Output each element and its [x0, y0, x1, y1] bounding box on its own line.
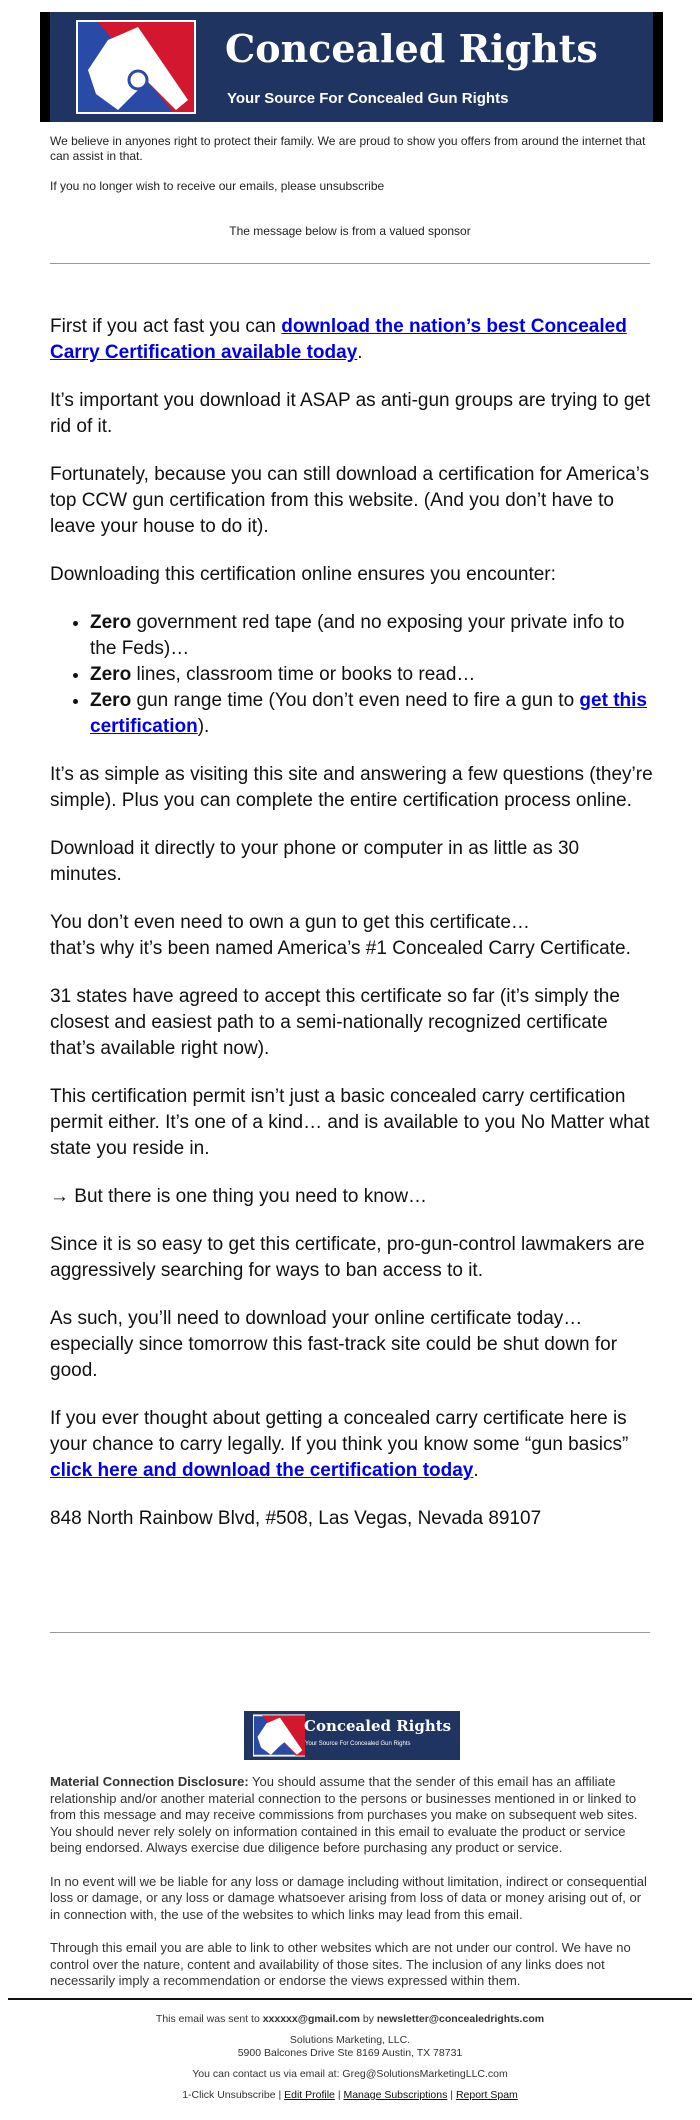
sender-email: newsletter@concealedrights.com — [376, 2012, 545, 2025]
text: ). — [197, 716, 210, 737]
text: that’s why it’s been named America’s #1 Concealed Carry Certificate. — [50, 938, 631, 959]
paragraph: → But there is one thing you need to know… — [50, 1186, 428, 1207]
list-item — [90, 688, 655, 740]
gun-logo-icon — [253, 1713, 305, 1758]
footer-logo-subtitle: Your Source For Concealed Gun Rights — [305, 1741, 411, 1747]
download-certification-link[interactable]: click here and download the certification today — [50, 1460, 474, 1481]
bold-text: Zero — [90, 664, 132, 685]
paragraph: It’s important you download it ASAP as anti-gun groups are trying to get rid of it. — [50, 390, 651, 437]
one-click-unsubscribe-link[interactable]: 1-Click Unsubscribe — [182, 2088, 276, 2101]
intro-text: We believe in anyones right to protect their family. We are proud to show you offers from around the internet that can assist in that. — [50, 134, 646, 163]
header-banner[interactable] — [40, 12, 663, 122]
paragraph — [50, 314, 655, 366]
disclosure-paragraph: Through this email you are able to link to other websites which are not under our control. We have no control over the nature, content and availability of those sites. The inclusion of any links does not necessarily imply a recommendation or endorse the views expressed within them. — [50, 1940, 631, 1988]
disclosure-paragraph — [50, 1774, 650, 1857]
text: lines, classroom time or books to read… — [131, 664, 476, 685]
report-spam-link[interactable]: Report Spam — [455, 2088, 518, 2101]
paragraph: As such, you’ll need to download your online certificate today… especially since tomorrow this fast-track site could be shut down for good. — [50, 1308, 618, 1381]
company-name: Solutions Marketing, LLC. — [289, 2033, 411, 2046]
text: . — [473, 1460, 479, 1481]
intro — [50, 134, 650, 239]
unsubscribe-link[interactable]: unsubscribe — [319, 179, 385, 193]
separator: | — [447, 2088, 456, 2101]
gun-logo-icon — [76, 20, 196, 114]
unsubscribe-line — [50, 179, 650, 194]
bold-text: Zero — [90, 612, 132, 633]
download-link[interactable]: download the nation’s best Concealed Carry Certification available today — [50, 316, 627, 363]
text: You should assume that the sender of this email has an affiliate relationship and/or another material connection to the persons or businesses mentioned in or linked to from this message and may receive commissions from purchases you make on subsequent web sites. You should never rely solely on information contained in this email to evaluate the product or service being endorsed. Always exercise due diligence before purchasing any product or service. — [50, 1774, 638, 1855]
footer-logo-title: Concealed Rights — [304, 1717, 452, 1735]
bold-text: Zero — [90, 690, 132, 711]
footer-divider — [8, 1998, 692, 2000]
footer-logo — [244, 1711, 460, 1760]
divider — [50, 263, 650, 264]
paragraph: This certification permit isn’t just a basic concealed carry certification permit either. It’s one of a kind… and is available to you No Matter what state you reside in. — [50, 1086, 650, 1159]
disclosure-label: Material Connection Disclosure: — [50, 1774, 249, 1789]
company-info — [0, 2034, 700, 2060]
text: government red tape (and no exposing your private info to the Feds)… — [90, 612, 625, 659]
recipient-email: xxxxxx@gmail.com — [262, 2012, 360, 2025]
footer — [0, 2013, 700, 2120]
benefits-list — [50, 610, 655, 740]
paragraph — [50, 910, 655, 962]
list-item — [90, 662, 655, 688]
text: gun range time (You don’t even need to fire a gun to — [131, 690, 580, 711]
separator: | — [334, 2088, 344, 2101]
text: . — [357, 342, 363, 363]
text: by — [359, 2012, 377, 2025]
paragraph: It’s as simple as visiting this site and answering a few questions (they’re simple). Plus you can complete the entire certification process online. — [50, 764, 653, 811]
separator: | — [275, 2088, 285, 2101]
company-address: 5900 Balcones Drive Ste 8169 Austin, TX 78731 — [237, 2046, 463, 2059]
text: First if you act fast you can — [50, 316, 282, 337]
edit-profile-link[interactable]: Edit Profile — [284, 2088, 335, 2101]
paragraph: Fortunately, because you can still download a certification for America’s top CCW gun certification from this website. (And you don’t have to leave your house to do it). — [50, 464, 650, 537]
banner-subtitle: Your Source For Concealed Gun Rights — [227, 90, 509, 107]
text: You don’t even need to own a gun to get this certificate… — [50, 912, 530, 933]
footer-links — [0, 2089, 700, 2102]
paragraph: 31 states have agreed to accept this certificate so far (it’s simply the closest and easiest path to a semi-nationally recognized certificate that’s available right now). — [50, 986, 620, 1059]
manage-subscriptions-link[interactable]: Manage Subscriptions — [343, 2088, 448, 2101]
unsubscribe-prefix: If you no longer wish to receive our emails, please — [50, 179, 317, 193]
contact-line: You can contact us via email at: Greg@SolutionsMarketingLLC.com — [192, 2067, 508, 2080]
banner-title: Concealed Rights — [225, 26, 598, 71]
get-certification-link[interactable]: get this certification — [90, 690, 647, 737]
paragraph: Since it is so easy to get this certificate, pro-gun-control lawmakers are aggressively searching for ways to ban access to it. — [50, 1234, 645, 1281]
message-body — [50, 314, 655, 1532]
sent-line — [0, 2013, 700, 2026]
list-item — [90, 610, 655, 662]
paragraph: Download it directly to your phone or computer in as little as 30 minutes. — [50, 838, 580, 885]
paragraph: Downloading this certification online ensures you encounter: — [50, 564, 556, 585]
sponsor-note: The message below is from a valued sponsor — [229, 224, 471, 238]
disclosure — [50, 1774, 650, 1990]
text: This email was sent to — [155, 2012, 263, 2025]
sponsor-address: 848 North Rainbow Blvd, #508, Las Vegas, Nevada 89107 — [50, 1508, 542, 1529]
disclosure-paragraph: In no event will we be liable for any loss or damage including without limitation, indirect or consequential loss or damage, or any loss or damage whatsoever arising from loss of data or money arising out of, or in connection with, the use of the websites to which links may lead from this email. — [50, 1873, 647, 1922]
divider — [50, 1632, 650, 1633]
text: If you ever thought about getting a concealed carry certificate here is your chance to carry legally. If you think you know some “gun basics” — [50, 1408, 629, 1455]
paragraph — [50, 1406, 655, 1484]
